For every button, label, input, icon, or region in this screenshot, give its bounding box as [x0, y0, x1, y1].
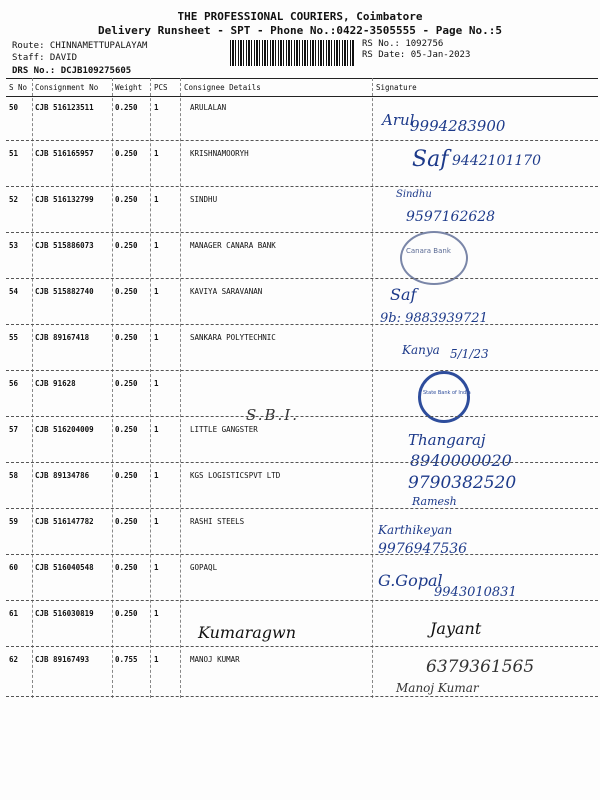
- row-sno: 52: [9, 195, 19, 204]
- signature: Sindhu: [396, 189, 432, 200]
- col-header-pcs: PCS: [154, 83, 168, 92]
- row-sno: 54: [9, 287, 19, 296]
- row-pcs: 1: [154, 425, 159, 434]
- signature: Jayant: [430, 619, 482, 638]
- company-title: THE PROFESSIONAL COURIERS, Coimbatore: [177, 10, 423, 23]
- handwritten-phone: 9597162628: [406, 209, 496, 225]
- table-row: [0, 655, 600, 701]
- row-divider: [6, 278, 598, 279]
- row-sno: 58: [9, 471, 19, 480]
- signature: Arul: [382, 111, 415, 129]
- drs-number: DRS No.: DCJB109275605: [12, 66, 132, 76]
- col-header-signature: Signature: [376, 83, 417, 92]
- table-row: [0, 149, 600, 195]
- signature: Ramesh: [412, 495, 457, 508]
- route-label: Route: CHINNAMETTUPALAYAM: [12, 41, 148, 51]
- row-sno: 50: [9, 103, 19, 112]
- row-weight: 0.250: [115, 287, 138, 296]
- row-consignee: LITTLE GANGSTER: [190, 425, 258, 434]
- header-top-rule: [6, 78, 598, 79]
- row-weight: 0.755: [115, 655, 138, 664]
- table-row: [0, 471, 600, 517]
- row-divider: [6, 186, 598, 187]
- barcode: [230, 40, 354, 66]
- row-consignment: CJB 89134786: [35, 471, 90, 480]
- row-consignee: MANOJ KUMAR: [190, 655, 240, 664]
- signature: Saf: [390, 285, 417, 304]
- table-row: [0, 287, 600, 333]
- row-weight: 0.250: [115, 517, 138, 526]
- row-divider: [6, 324, 598, 325]
- handwritten-date: 5/1/23: [450, 347, 489, 361]
- row-pcs: 1: [154, 379, 159, 388]
- row-pcs: 1: [154, 103, 159, 112]
- table-row: [0, 425, 600, 471]
- row-pcs: 1: [154, 471, 159, 480]
- handwritten-phone: 9b: 9883939721: [380, 311, 488, 326]
- row-weight: 0.250: [115, 563, 138, 572]
- stamp-text: Canara Bank: [406, 247, 451, 255]
- table-row: [0, 517, 600, 563]
- row-consignment: CJB 516030819: [35, 609, 94, 618]
- row-consignment: CJB 516204009: [35, 425, 94, 434]
- table-row: [0, 189, 600, 241]
- row-weight: 0.250: [115, 333, 138, 342]
- table-row: [0, 609, 600, 655]
- signature: Thangaraj: [408, 431, 486, 449]
- row-weight: 0.250: [115, 379, 138, 388]
- table-row: [0, 241, 600, 287]
- row-pcs: 1: [154, 241, 159, 250]
- row-sno: 57: [9, 425, 19, 434]
- row-pcs: 1: [154, 563, 159, 572]
- row-weight: 0.250: [115, 609, 138, 618]
- row-consignment: CJB 91628: [35, 379, 76, 388]
- signature: Saf: [412, 147, 449, 172]
- row-sno: 59: [9, 517, 19, 526]
- handwritten-phone: 9943010831: [434, 585, 517, 600]
- row-consignee: ARULALAN: [190, 103, 227, 112]
- signature: G.Gopal: [378, 571, 443, 590]
- row-consignment: CJB 515882740: [35, 287, 94, 296]
- row-sno: 60: [9, 563, 19, 572]
- col-header-consignee: Consignee Details: [184, 83, 261, 92]
- rs-number: RS No.: 1092756: [362, 39, 444, 49]
- row-weight: 0.250: [115, 425, 138, 434]
- row-consignment: CJB 516132799: [35, 195, 94, 204]
- row-consignment: CJB 516123511: [35, 103, 94, 112]
- row-divider: [6, 416, 598, 417]
- row-divider: [6, 646, 598, 647]
- handwritten-name: Kumaragwn: [198, 623, 297, 642]
- header-bottom-rule: [6, 96, 598, 97]
- row-consignee: KRISHNAMOORYH: [190, 149, 249, 158]
- table-row: [0, 379, 600, 425]
- handwritten-phone: 9994283900: [410, 117, 506, 135]
- row-consignee: KGS LOGISTICSPVT LTD: [190, 471, 281, 480]
- row-consignee: MANAGER CANARA BANK: [190, 241, 276, 250]
- row-sno: 56: [9, 379, 19, 388]
- row-consignee: RASHI STEELS: [190, 517, 245, 526]
- row-pcs: 1: [154, 517, 159, 526]
- table-row: [0, 563, 600, 609]
- col-header-consignment: Consignment No: [35, 83, 99, 92]
- row-consignment: CJB 89167418: [35, 333, 90, 342]
- handwritten-phone: 8940000020: [410, 451, 512, 470]
- row-sno: 62: [9, 655, 19, 664]
- row-weight: 0.250: [115, 471, 138, 480]
- row-pcs: 1: [154, 333, 159, 342]
- row-divider: [6, 554, 598, 555]
- rs-date: RS Date: 05-Jan-2023: [362, 50, 471, 60]
- col-header-sno: S No: [9, 83, 28, 92]
- row-divider: [6, 232, 598, 233]
- stamp-text: State Bank of India: [423, 390, 471, 396]
- row-sno: 61: [9, 609, 19, 618]
- row-pcs: 1: [154, 287, 159, 296]
- row-divider: [6, 696, 598, 697]
- row-pcs: 1: [154, 655, 159, 664]
- row-consignment: CJB 516165957: [35, 149, 94, 158]
- row-weight: 0.250: [115, 103, 138, 112]
- signature: Kanya: [402, 343, 440, 357]
- bank-stamp: [400, 231, 468, 285]
- signature: Karthikeyan: [378, 523, 453, 537]
- row-pcs: 1: [154, 609, 159, 618]
- row-sno: 51: [9, 149, 19, 158]
- row-pcs: 1: [154, 195, 159, 204]
- row-consignment: CJB 515886073: [35, 241, 94, 250]
- handwritten-phone: 6379361565: [426, 657, 535, 677]
- table-row: [0, 333, 600, 379]
- row-divider: [6, 508, 598, 509]
- handwritten-phone: 9442101170: [452, 153, 542, 169]
- row-consignee: GOPAQL: [190, 563, 218, 572]
- row-divider: [6, 462, 598, 463]
- row-pcs: 1: [154, 149, 159, 158]
- row-sno: 53: [9, 241, 19, 250]
- row-consignment: CJB 89167493: [35, 655, 90, 664]
- row-sno: 55: [9, 333, 19, 342]
- row-weight: 0.250: [115, 195, 138, 204]
- table-row: [0, 103, 600, 149]
- row-divider: [6, 370, 598, 371]
- row-consignee: SANKARA POLYTECHNIC: [190, 333, 276, 342]
- signature: Manoj Kumar: [396, 681, 479, 695]
- row-consignment: CJB 516147782: [35, 517, 94, 526]
- runsheet-title: Delivery Runsheet - SPT - Phone No.:0422-3505555 - Page No.:5: [98, 24, 502, 37]
- row-consignee: KAVIYA SARAVANAN: [190, 287, 263, 296]
- row-weight: 0.250: [115, 241, 138, 250]
- row-consignee: SINDHU: [190, 195, 218, 204]
- sbi-handwritten-note: S.B.I.: [246, 406, 299, 424]
- row-consignment: CJB 516040548: [35, 563, 94, 572]
- staff-label: Staff: DAVID: [12, 53, 78, 63]
- handwritten-phone: 9790382520: [408, 473, 517, 493]
- row-weight: 0.250: [115, 149, 138, 158]
- row-divider: [6, 140, 598, 141]
- col-header-weight: Weight: [115, 83, 143, 92]
- row-divider: [6, 600, 598, 601]
- handwritten-phone: 9976947536: [378, 541, 468, 557]
